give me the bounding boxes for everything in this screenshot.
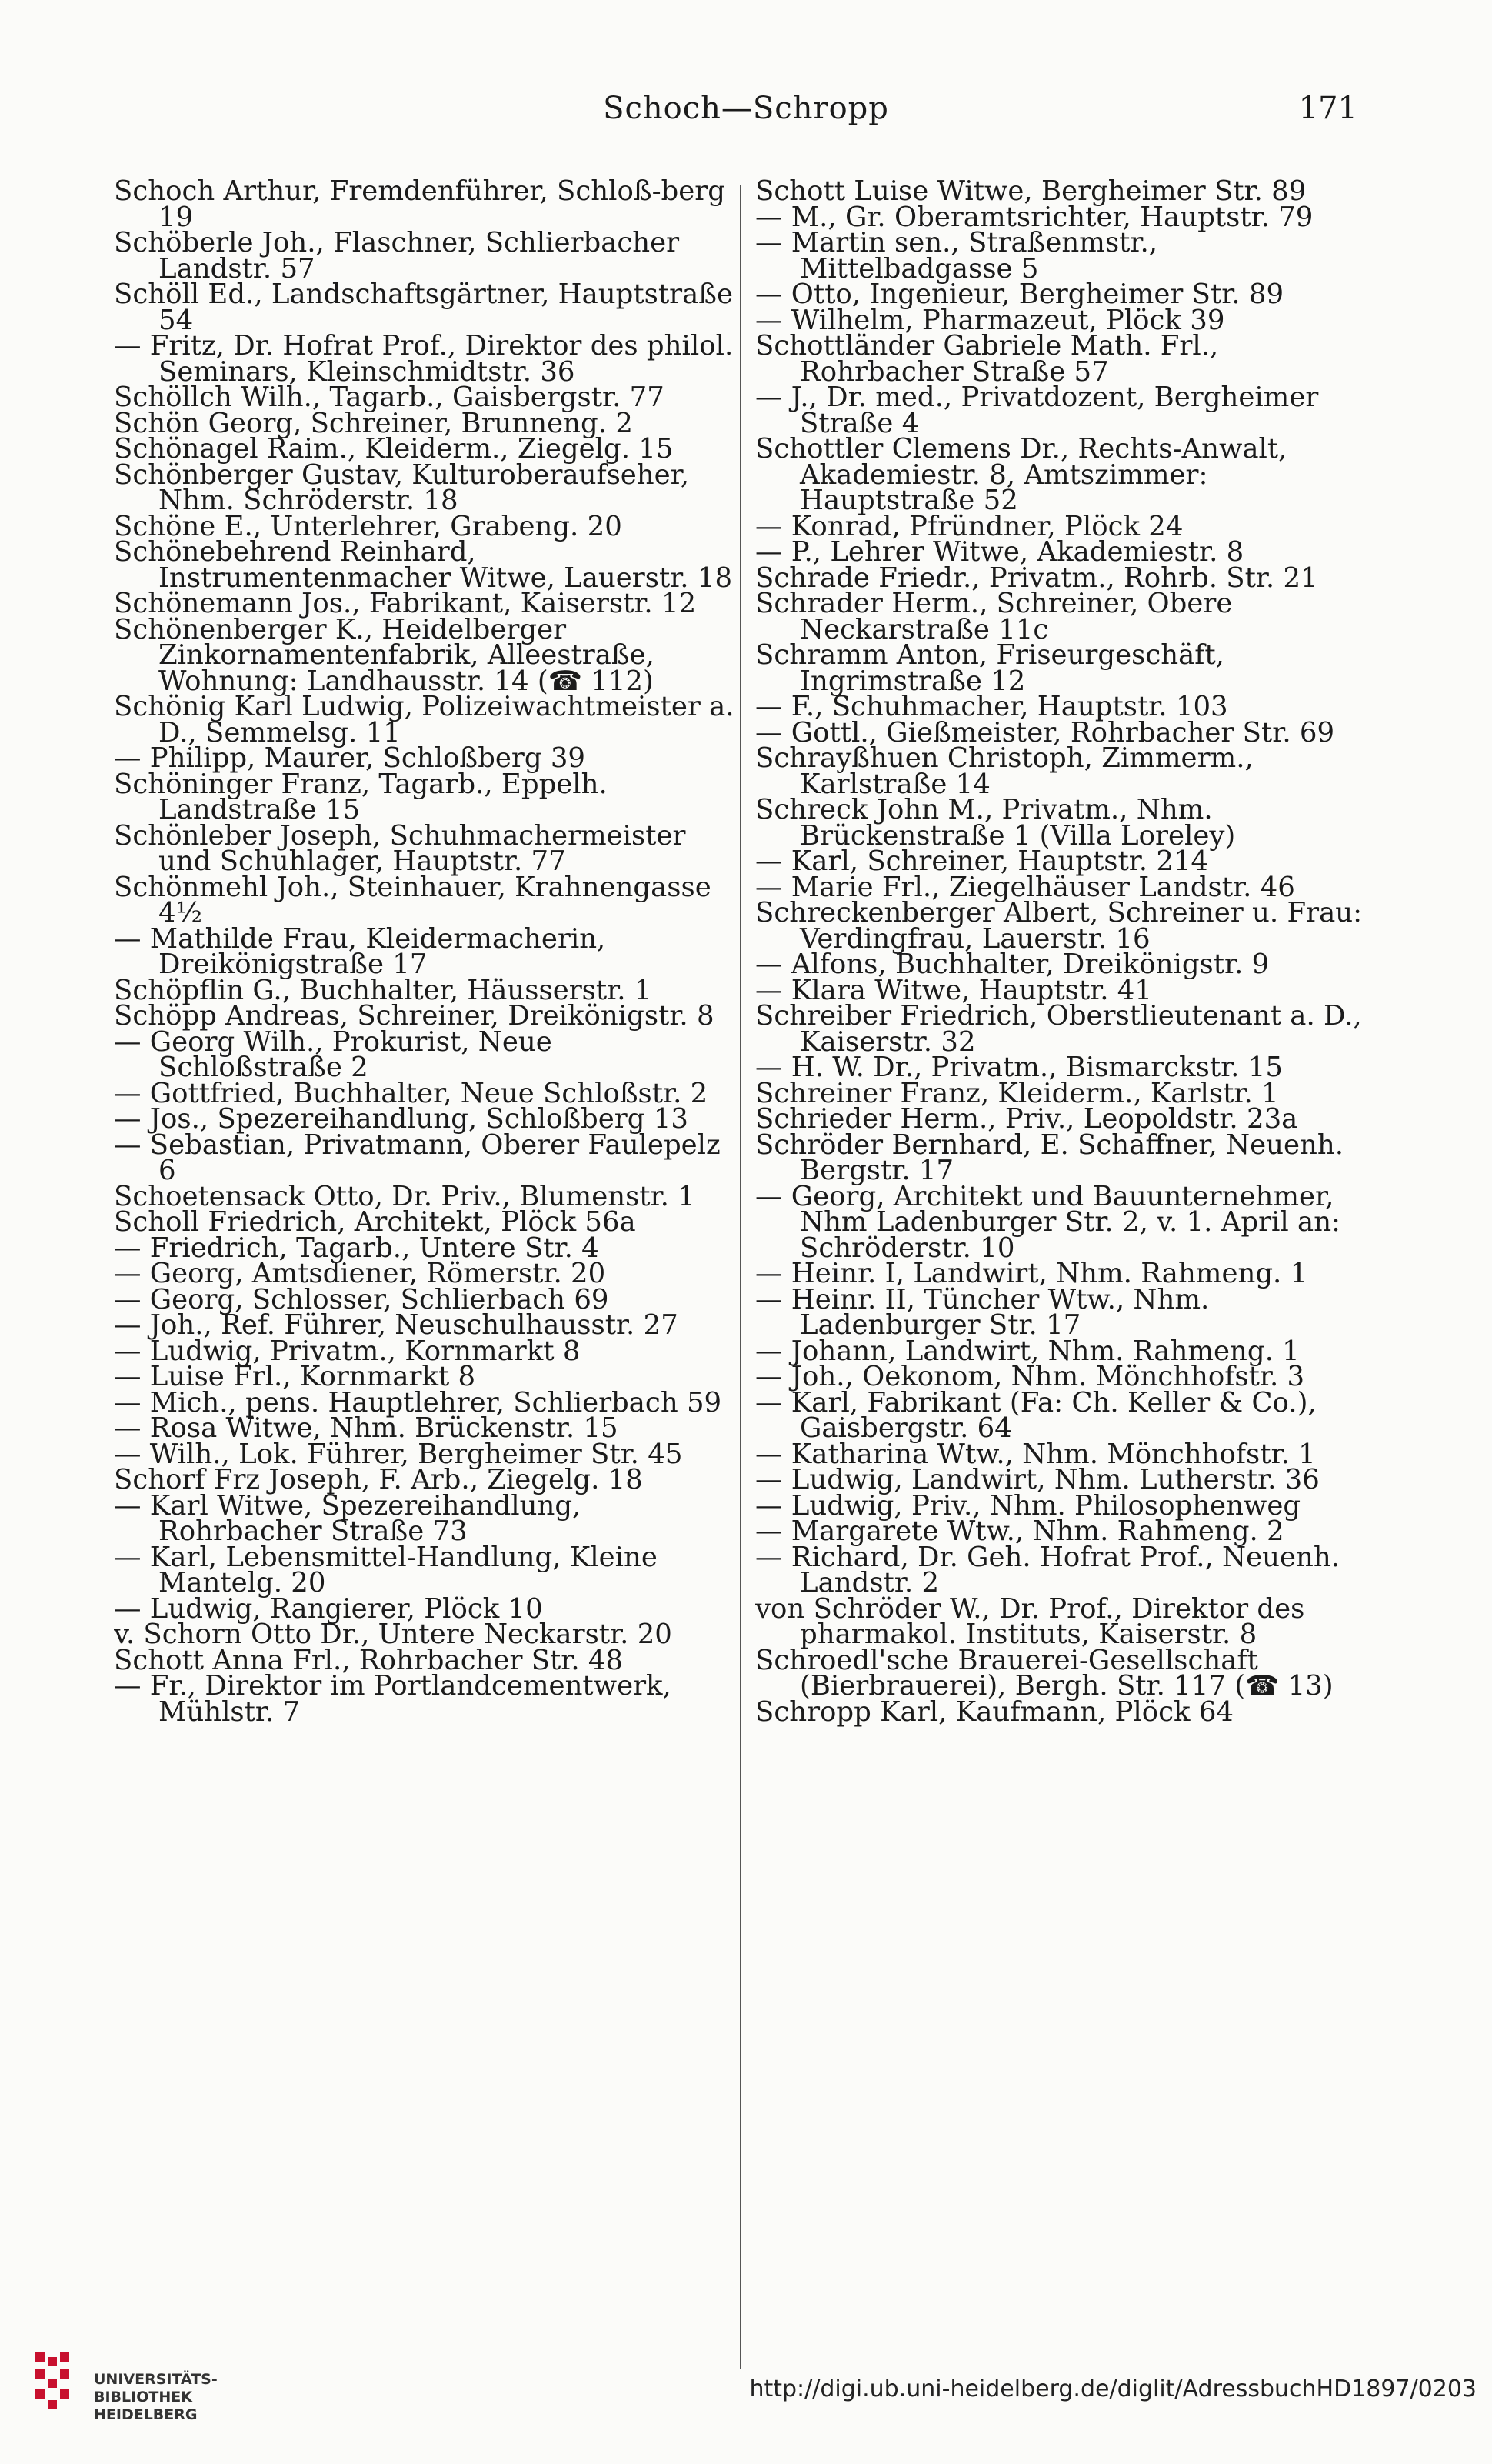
directory-entry: — Ludwig, Landwirt, Nhm. Lutherstr. 36 (755, 1464, 1320, 1495)
directory-entry: Schorf Frz Joseph, F. Arb., Ziegelg. 18 (114, 1464, 643, 1495)
directory-entry: — Otto, Ingenieur, Bergheimer Str. 89 (755, 278, 1284, 310)
directory-entry: — Gottl., Gießmeister, Rohrbacher Str. 69 (755, 716, 1335, 749)
directory-entry: — Fr., Direktor im Portlandcementwerk, Mühlstr. 7 (114, 1670, 671, 1728)
directory-entry: Schönberger Gustav, Kulturoberaufseher, Nhm. Schröderstr. 18 (114, 458, 690, 516)
directory-entry: — Alfons, Buchhalter, Dreikönigstr. 9 (755, 949, 1270, 980)
directory-entry: Schropp Karl, Kaufmann, Plöck 64 (755, 1695, 1234, 1728)
library-logo-text (94, 2371, 218, 2424)
footer (0, 2346, 1492, 2464)
directory-entry: Schoch Arthur, Fremdenführer, Schloß-berg 19 (114, 178, 725, 233)
directory-entry: Schönmehl Joh., Steinhauer, Krahnengasse 4½ (114, 871, 711, 929)
directory-entry: — Karl Witwe, Spezereihandlung, Rohrbacher Straße 73 (114, 1489, 581, 1547)
directory-entry: — Friedrich, Tagarb., Untere Str. 4 (114, 1232, 599, 1264)
logo-line: UNIVERSITÄTS- (94, 2371, 218, 2388)
directory-entry: — Sebastian, Privatmann, Oberer Faulepelz 6 (114, 1129, 721, 1186)
directory-entry: v. Schorn Otto Dr., Untere Neckarstr. 20 (114, 1619, 672, 1650)
directory-entry: — Georg, Schlosser, Schlierbach 69 (114, 1283, 609, 1315)
directory-entry: Schreckenberger Albert, Schreiner u. Frau: Verdingfrau, Lauerstr. 16 (755, 897, 1363, 955)
library-logo-icon (31, 2346, 85, 2431)
directory-entry: Schönleber Joseph, Schuhmachermeister und Schuhlager, Hauptstr. 77 (114, 819, 686, 877)
directory-entry: — Karl, Schreiner, Hauptstr. 214 (755, 845, 1209, 877)
directory-entry: Schottländer Gabriele Math. Frl., Rohrbacher Straße 57 (755, 330, 1219, 388)
logo-line: BIBLIOTHEK (94, 2389, 192, 2406)
directory-entry: — Fritz, Dr. Hofrat Prof., Direktor des philol. Seminars, Kleinschmidtstr. 36 (114, 330, 734, 388)
directory-entry: Schöpp Andreas, Schreiner, Dreikönigstr. 8 (114, 1000, 714, 1032)
directory-entry: — Ludwig, Privatm., Kornmarkt 8 (114, 1335, 581, 1367)
directory-entry: — F., Schuhmacher, Hauptstr. 103 (755, 691, 1228, 722)
directory-entry: Schreiner Franz, Kleiderm., Karlstr. 1 (755, 1077, 1279, 1109)
directory-entry: Schönenberger K., Heidelberger Zinkornamentenfabrik, Alleestraße, Wohnung: Landhausstr. 14 (☎ 112) (114, 613, 654, 697)
directory-entry: — Klara Witwe, Hauptstr. 41 (755, 974, 1152, 1006)
directory-entry: Schott Luise Witwe, Bergheimer Str. 89 (755, 178, 1307, 207)
directory-entry: Schöberle Joh., Flaschner, Schlierbacher Landstr. 57 (114, 227, 680, 285)
directory-entry: — Margarete Wtw., Nhm. Rahmeng. 2 (755, 1515, 1284, 1547)
directory-entry: — Jos., Spezereihandlung, Schloßberg 13 (114, 1103, 688, 1135)
page-title: Schoch—Schropp (603, 91, 889, 126)
directory-entry: Schönagel Raim., Kleiderm., Ziegelg. 15 (114, 433, 674, 465)
page-header (0, 91, 1492, 137)
directory-entry: — Philipp, Maurer, Schloßberg 39 (114, 742, 585, 774)
directory-entry: — H. W. Dr., Privatm., Bismarckstr. 15 (755, 1052, 1283, 1083)
directory-entry: — J., Dr. med., Privatdozent, Bergheimer Straße 4 (755, 382, 1319, 439)
directory-entry: von Schröder W., Dr. Prof., Direktor des pharmakol. Instituts, Kaiserstr. 8 (755, 1592, 1305, 1650)
directory-entry: — Ludwig, Rangierer, Plöck 10 (114, 1592, 543, 1625)
directory-entry: Schrade Friedr., Privatm., Rohrb. Str. 21 (755, 562, 1318, 594)
directory-entry: Schön Georg, Schreiner, Brunneng. 2 (114, 407, 633, 439)
directory-entry: — Ludwig, Priv., Nhm. Philosophenweg (755, 1489, 1301, 1522)
directory-entry: — Georg Wilh., Prokurist, Neue Schloßstraße 2 (114, 1025, 552, 1083)
directory-entry: Schöninger Franz, Tagarb., Eppelh. Landstraße 15 (114, 768, 608, 825)
directory-entry: — Martin sen., Straßenmstr., Mittelbadgasse 5 (755, 227, 1158, 285)
directory-entry: — Heinr. II, Tüncher Wtw., Nhm. Ladenburger Str. 17 (755, 1283, 1210, 1341)
directory-entry: Schoetensack Otto, Dr. Priv., Blumenstr. 1 (114, 1180, 695, 1212)
directory-entry: — Katharina Wtw., Nhm. Mönchhofstr. 1 (755, 1438, 1316, 1470)
directory-entry: — P., Lehrer Witwe, Akademiestr. 8 (755, 536, 1244, 568)
directory-entry: Schrader Herm., Schreiner, Obere Neckarstraße 11c (755, 588, 1233, 645)
directory-entry: — Wilhelm, Pharmazeut, Plöck 39 (755, 304, 1225, 336)
directory-entry: — Mathilde Frau, Kleidermacherin, Dreikönigstraße 17 (114, 922, 606, 980)
directory-entry: Schroedl'sche Brauerei-Gesellschaft (Bierbrauerei), Bergh. Str. 117 (☎ 13) (755, 1644, 1334, 1702)
directory-entry: Schreck John M., Privatm., Nhm. Brückenstraße 1 (Villa Loreley) (755, 794, 1236, 852)
directory-entry: Schönig Karl Ludwig, Polizeiwachtmeister a. D., Semmelsg. 11 (114, 691, 734, 749)
directory-entry: — Georg, Amtsdiener, Römerstr. 20 (114, 1258, 606, 1289)
directory-entry: Schrieder Herm., Priv., Leopoldstr. 23a (755, 1103, 1298, 1135)
directory-entry: — Konrad, Pfründner, Plöck 24 (755, 510, 1184, 542)
directory-entry: Schrayßhuen Christoph, Zimmerm., Karlstraße 14 (755, 742, 1254, 800)
directory-entry: — Joh., Oekonom, Nhm. Mönchhofstr. 3 (755, 1361, 1305, 1392)
directory-entry: — Wilh., Lok. Führer, Bergheimer Str. 45 (114, 1438, 683, 1470)
directory-entry: — Gottfried, Buchhalter, Neue Schloßstr. 2 (114, 1077, 708, 1109)
directory-entry: — Karl, Lebensmittel-Handlung, Kleine Mantelg. 20 (114, 1541, 658, 1599)
directory-entry: Schöllch Wilh., Tagarb., Gaisbergstr. 77 (114, 382, 664, 413)
logo-line: HEIDELBERG (94, 2406, 198, 2423)
directory-entry: — Johann, Landwirt, Nhm. Rahmeng. 1 (755, 1335, 1300, 1367)
directory-entry: — Rosa Witwe, Nhm. Brückenstr. 15 (114, 1412, 618, 1444)
directory-entry: — Mich., pens. Hauptlehrer, Schlierbach 59 (114, 1386, 722, 1419)
directory-entry: Schottler Clemens Dr., Rechts-Anwalt, Akademiestr. 8, Amtszimmer: Hauptstraße 52 (755, 433, 1287, 516)
directory-entry: Scholl Friedrich, Architekt, Plöck 56a (114, 1206, 636, 1238)
directory-entry: — Richard, Dr. Geh. Hofrat Prof., Neuenh. Landstr. 2 (755, 1541, 1340, 1599)
directory-entry: Schott Anna Frl., Rohrbacher Str. 48 (114, 1644, 624, 1676)
source-url-link[interactable]: http://digi.ub.uni-heidelberg.de/diglit/AdressbuchHD1897/0203 (749, 2376, 1477, 2402)
right-column (755, 178, 1370, 2367)
directory-entry: — Luise Frl., Kornmarkt 8 (114, 1361, 476, 1392)
directory-entry: Schöll Ed., Landschaftsgärtner, Hauptstraße 54 (114, 278, 733, 336)
directory-entry: — Heinr. I, Landwirt, Nhm. Rahmeng. 1 (755, 1258, 1308, 1289)
directory-entry: Schröder Bernhard, E. Schaffner, Neuenh. Bergstr. 17 (755, 1129, 1344, 1186)
directory-entry: Schöpflin G., Buchhalter, Häusserstr. 1 (114, 974, 652, 1006)
directory-entry: — Joh., Ref. Führer, Neuschulhausstr. 27 (114, 1309, 678, 1341)
directory-entry: Schreiber Friedrich, Oberstlieutenant a. D., Kaiserstr. 32 (755, 1000, 1362, 1058)
directory-entry: Schramm Anton, Friseurgeschäft, Ingrimstraße 12 (755, 639, 1224, 697)
directory-entry: Schönemann Jos., Fabrikant, Kaiserstr. 12 (114, 588, 697, 619)
directory-entry: Schöne E., Unterlehrer, Grabeng. 20 (114, 510, 622, 542)
directory-entry: Schönebehrend Reinhard, Instrumentenmacher Witwe, Lauerstr. 18 (114, 536, 733, 594)
directory-entry: — Karl, Fabrikant (Fa: Ch. Keller & Co.), Gaisbergstr. 64 (755, 1386, 1317, 1444)
directory-entry: — Marie Frl., Ziegelhäuser Landstr. 46 (755, 871, 1295, 903)
page-number: 171 (1298, 91, 1357, 126)
directory-entry: — Georg, Architekt und Bauunternehmer, Nhm Ladenburger Str. 2, v. 1. April an: Schröderstr. 10 (755, 1180, 1341, 1264)
column-divider (740, 185, 741, 2369)
directory-entry: — M., Gr. Oberamtsrichter, Hauptstr. 79 (755, 201, 1314, 233)
left-column (114, 178, 737, 2367)
